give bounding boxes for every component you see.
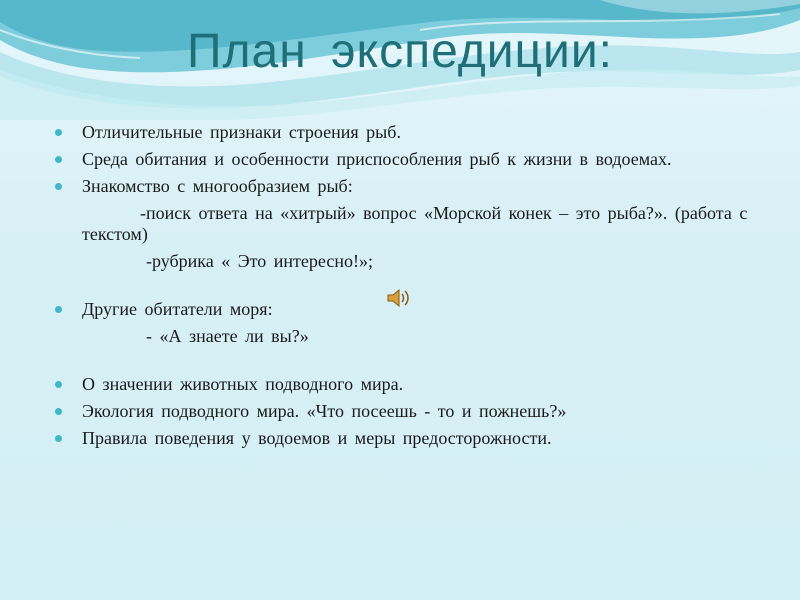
list-item-text: Другие обитатели моря:: [82, 299, 273, 319]
list-item: [55, 149, 765, 170]
bullet-icon: [55, 306, 62, 313]
bullet-icon: [55, 183, 62, 190]
sub-item: [55, 251, 765, 272]
sub-item: [55, 326, 765, 347]
speaker-icon[interactable]: [386, 288, 410, 308]
sub-item-text: -поиск ответа на «хитрый» вопрос «Морской конек – это рыба?». (работа с текстом): [82, 203, 748, 244]
bullet-icon: [55, 381, 62, 388]
slide-title: План экспедиции:: [187, 25, 613, 78]
list-item-text: Экология подводного мира. «Что посеешь - то и пожнешь?»: [82, 401, 567, 421]
list-item: [55, 374, 765, 395]
sub-item-text: -рубрика « Это интересно!»;: [146, 251, 373, 271]
bullet-icon: [55, 156, 62, 163]
sub-item-text: - «А знаете ли вы?»: [146, 326, 309, 346]
list-item: [55, 122, 765, 143]
bullet-icon: [55, 435, 62, 442]
list-item: [55, 401, 765, 422]
list-item-text: Знакомство с многообразием рыб:: [82, 176, 353, 196]
list-item-text: Отличительные признаки строения рыб.: [82, 122, 401, 142]
list-item-text: Правила поведения у водоемов и меры предосторожности.: [82, 428, 552, 448]
list-item-text: О значении животных подводного мира.: [82, 374, 404, 394]
plan-list: [55, 122, 765, 455]
list-item-text: Среда обитания и особенности приспособления рыб к жизни в водоемах.: [82, 149, 672, 169]
bullet-icon: [55, 129, 62, 136]
list-item: [55, 176, 765, 197]
list-item: [55, 299, 765, 320]
list-item: [55, 428, 765, 449]
bullet-icon: [55, 408, 62, 415]
sub-item: [55, 203, 765, 245]
